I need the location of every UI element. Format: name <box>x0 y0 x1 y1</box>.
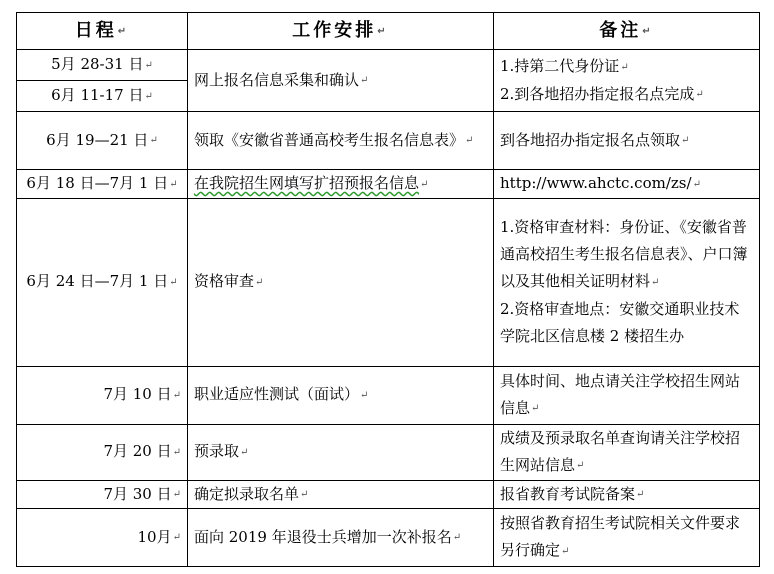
task-cell: 预录取↵ <box>188 424 494 480</box>
notes-cell: http://www.ahctc.com/zs/↵ <box>494 170 760 199</box>
url-text: http://www.ahctc.com/zs/ <box>500 174 692 192</box>
table-row <box>17 366 760 424</box>
table-row <box>17 112 760 170</box>
task-cell: 职业适应性测试（面试）↵ <box>188 366 494 424</box>
task-cell: 确定拟录取名单↵ <box>188 480 494 509</box>
task-cell: 资格审查↵ <box>188 198 494 366</box>
date-cell: 10月↵ <box>17 509 188 567</box>
date-cell: 7月 30 日↵ <box>17 480 188 509</box>
task-cell: 在我院招生网填写扩招预报名信息↵ <box>188 170 494 199</box>
header-notes: 备注↵ <box>494 13 760 50</box>
notes-cell: 到各地招办指定报名点领取↵ <box>494 112 760 170</box>
notes-cell: 成绩及预录取名单查询请关注学校招生网站信息↵ <box>494 424 760 480</box>
date-cell: 6月 24 日—7月 1 日↵ <box>17 198 188 366</box>
header-date: 日程↵ <box>17 13 188 50</box>
task-cell: 领取《安徽省普通高校考生报名信息表》↵ <box>188 112 494 170</box>
notes-cell: 按照省教育招生考试院相关文件要求另行确定↵ <box>494 509 760 567</box>
date-cell: 6月 19—21 日↵ <box>17 112 188 170</box>
date-cell: 6月 18 日—7月 1 日↵ <box>17 170 188 199</box>
header-row <box>17 13 760 50</box>
date-cell: 7月 20 日↵ <box>17 424 188 480</box>
table-row <box>17 509 760 567</box>
notes-cell: 具体时间、地点请关注学校招生网站信息↵ <box>494 366 760 424</box>
table-row <box>17 170 760 199</box>
table-row <box>17 50 760 81</box>
task-cell: 网上报名信息采集和确认↵ <box>188 50 494 112</box>
schedule-table <box>16 12 760 567</box>
table-row <box>17 424 760 480</box>
table-row <box>17 480 760 509</box>
notes-cell: 报省教育考试院备案↵ <box>494 480 760 509</box>
table-row <box>17 198 760 366</box>
task-cell: 面向 2019 年退役士兵增加一次补报名↵ <box>188 509 494 567</box>
date-cell: 7月 10 日↵ <box>17 366 188 424</box>
notes-cell: 1.持第二代身份证↵ 2.到各地招办指定报名点完成↵ <box>494 50 760 112</box>
notes-cell: 1.资格审查材料：身份证、《安徽省普通高校招生考生报名信息表》、户口簿以及其他相关证明材料↵ 2.资格审查地点：安徽交通职业技术学院北区信息楼 2 楼招生办 <box>494 198 760 366</box>
date-cell: 5月 28-31 日↵ <box>17 50 188 81</box>
header-task: 工作安排↵ <box>188 13 494 50</box>
date-cell: 6月 11-17 日↵ <box>17 81 188 112</box>
